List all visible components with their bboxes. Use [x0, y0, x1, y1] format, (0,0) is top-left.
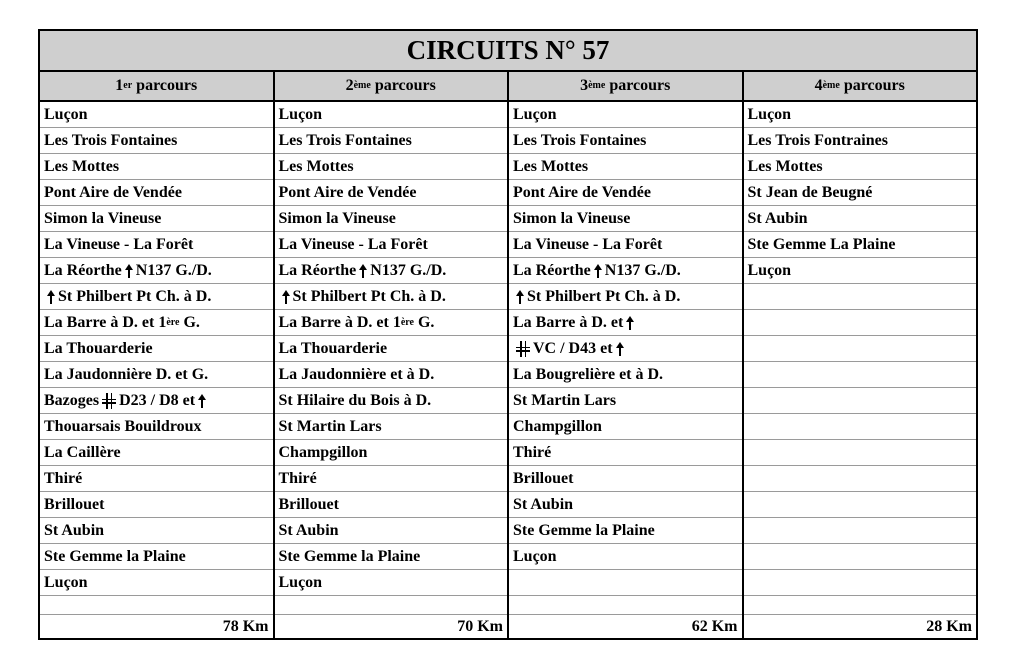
- list-item: [509, 180, 742, 206]
- stop-text: Les Trois Fontaines: [278, 131, 412, 149]
- stop-text: La Thouarderie: [44, 339, 153, 357]
- list-item: [40, 388, 273, 414]
- route-label: parcours: [370, 77, 436, 94]
- route-number-suffix: ème: [588, 79, 606, 91]
- stop-text: Pont Aire de Vendée: [44, 183, 182, 201]
- list-item: [509, 128, 742, 154]
- list-item: [744, 362, 977, 388]
- list-item: [509, 336, 742, 362]
- list-item: [509, 232, 742, 258]
- stop-text: G.: [179, 313, 200, 331]
- stop-text: St Aubin: [278, 521, 339, 539]
- crossroads-icon: [102, 393, 116, 409]
- list-item: [275, 232, 508, 258]
- arrow-up-icon: [359, 264, 367, 278]
- stop-text: Luçon: [747, 261, 792, 279]
- list-item: [275, 388, 508, 414]
- route-header: [509, 72, 742, 102]
- list-item: [275, 180, 508, 206]
- route-number: 4: [814, 77, 823, 94]
- stop-text: Pont Aire de Vendée: [278, 183, 417, 201]
- list-item: [40, 180, 273, 206]
- arrow-up-icon: [282, 290, 290, 304]
- stop-text: St Hilaire du Bois à D.: [278, 391, 432, 409]
- columns-container: [40, 72, 976, 638]
- list-item: [40, 102, 273, 128]
- stop-text: La Jaudonnière D. et G.: [44, 365, 209, 383]
- stop-text: Brillouet: [44, 495, 105, 513]
- list-item: [744, 570, 977, 596]
- ordinal-suffix: ère: [166, 317, 180, 328]
- list-item: [275, 570, 508, 596]
- stop-text: Les Mottes: [513, 157, 589, 175]
- route-header: [744, 72, 977, 102]
- list-item: [40, 258, 273, 284]
- stop-text: Luçon: [44, 573, 88, 591]
- stop-text: St Jean de Beugné: [747, 183, 873, 201]
- list-item: [744, 414, 977, 440]
- route-number-suffix: ème: [353, 79, 371, 91]
- stop-text: Simon la Vineuse: [278, 209, 396, 227]
- list-item: [509, 492, 742, 518]
- stop-text: Champgillon: [278, 443, 368, 461]
- arrow-up-icon: [198, 394, 206, 408]
- stop-text: St Martin Lars: [513, 391, 617, 409]
- stop-text: Thiré: [513, 443, 552, 461]
- stop-text: Thiré: [44, 469, 83, 487]
- arrow-up-icon: [516, 290, 524, 304]
- stop-text: St Martin Lars: [278, 417, 382, 435]
- stop-text: Luçon: [513, 105, 557, 123]
- stop-text: St Philbert Pt Ch. à D.: [58, 287, 212, 305]
- list-item: [40, 362, 273, 388]
- list-item: [509, 362, 742, 388]
- list-item: [40, 336, 273, 362]
- stop-text: La Caillère: [44, 443, 121, 461]
- stop-text: Thiré: [278, 469, 317, 487]
- stop-list: [744, 102, 977, 596]
- page-title: CIRCUITS N° 57: [40, 31, 976, 72]
- stop-text: Ste Gemme la Plaine: [278, 547, 421, 565]
- stop-text: La Bougrelière et à D.: [513, 365, 664, 383]
- list-item: [744, 154, 977, 180]
- stop-text: La Barre à D. et 1: [278, 313, 401, 331]
- stop-text: Les Trois Fontraines: [747, 131, 888, 149]
- list-item: [509, 388, 742, 414]
- list-item: [40, 492, 273, 518]
- list-item: [275, 258, 508, 284]
- list-item: [744, 128, 977, 154]
- list-item: [40, 466, 273, 492]
- list-item: [275, 492, 508, 518]
- list-item: [509, 466, 742, 492]
- route-number: 2: [345, 77, 354, 94]
- list-item: [275, 310, 508, 336]
- route-number: 1: [115, 77, 124, 94]
- list-item: [744, 284, 977, 310]
- route-distance: 70 Km: [275, 614, 508, 638]
- route-distance: 28 Km: [744, 614, 977, 638]
- list-item: [275, 414, 508, 440]
- stop-text: D23 / D8 et: [119, 391, 196, 409]
- list-item: [509, 518, 742, 544]
- stop-text: St Aubin: [513, 495, 574, 513]
- stop-text: Luçon: [278, 573, 323, 591]
- list-item: [40, 518, 273, 544]
- route-column: [275, 72, 510, 638]
- list-item: [744, 180, 977, 206]
- list-item: [275, 336, 508, 362]
- stop-text: La Barre à D. et 1: [44, 313, 167, 331]
- stop-text: Luçon: [747, 105, 792, 123]
- list-item: [509, 154, 742, 180]
- list-item: [40, 570, 273, 596]
- arrow-up-icon: [125, 264, 133, 278]
- list-item: [40, 128, 273, 154]
- route-column: [744, 72, 977, 638]
- list-item: [509, 414, 742, 440]
- list-item: [744, 440, 977, 466]
- list-item: [744, 492, 977, 518]
- list-item: [744, 310, 977, 336]
- stop-text: Champgillon: [513, 417, 602, 435]
- list-item: [275, 466, 508, 492]
- list-item: [744, 336, 977, 362]
- stop-text: Les Mottes: [278, 157, 354, 175]
- list-item: [744, 258, 977, 284]
- stop-text: St Philbert Pt Ch. à D.: [292, 287, 446, 305]
- stop-text: Luçon: [44, 105, 88, 123]
- arrow-up-icon: [616, 342, 624, 356]
- list-item: [40, 206, 273, 232]
- route-column: [40, 72, 275, 638]
- stop-text: Ste Gemme la Plaine: [44, 547, 186, 565]
- route-header: [40, 72, 273, 102]
- stop-text: Thouarsais Bouildroux: [44, 417, 202, 435]
- stop-text: Luçon: [278, 105, 323, 123]
- list-item: [275, 128, 508, 154]
- stop-text: Ste Gemme La Plaine: [747, 235, 896, 253]
- crossroads-icon: [516, 341, 530, 357]
- list-item: [40, 440, 273, 466]
- circuit-board: [38, 29, 978, 640]
- list-item: [744, 544, 977, 570]
- list-item: [40, 544, 273, 570]
- arrow-up-icon: [626, 316, 634, 330]
- stop-text: Bazoges: [44, 391, 100, 409]
- stop-text: Simon la Vineuse: [44, 209, 162, 227]
- list-item: [275, 362, 508, 388]
- stop-text: Les Mottes: [747, 157, 823, 175]
- list-item: [744, 388, 977, 414]
- arrow-up-icon: [47, 290, 55, 304]
- route-distance: 62 Km: [509, 614, 742, 638]
- stop-text: La Jaudonnière et à D.: [278, 365, 435, 383]
- arrow-up-icon: [594, 264, 602, 278]
- stop-text: Ste Gemme la Plaine: [513, 521, 655, 539]
- list-item: [40, 232, 273, 258]
- list-item: [275, 544, 508, 570]
- stop-list: [40, 102, 273, 596]
- stop-text: N137 G./D.: [604, 261, 681, 279]
- route-number-suffix: ème: [822, 79, 840, 91]
- stop-list: [509, 102, 742, 596]
- stop-text: St Philbert Pt Ch. à D.: [527, 287, 681, 305]
- stop-text: St Aubin: [747, 209, 808, 227]
- list-item: [40, 310, 273, 336]
- stop-text: St Aubin: [44, 521, 105, 539]
- stop-text: Brillouet: [278, 495, 339, 513]
- stop-text: La Vineuse - La Forêt: [44, 235, 194, 253]
- list-item: [275, 284, 508, 310]
- list-item: [509, 102, 742, 128]
- list-item: [509, 284, 742, 310]
- stop-text: G.: [413, 313, 435, 331]
- stop-text: La Vineuse - La Forêt: [513, 235, 663, 253]
- stop-text: Brillouet: [513, 469, 574, 487]
- stop-list: [275, 102, 508, 596]
- route-label: parcours: [132, 77, 198, 94]
- list-item: [40, 154, 273, 180]
- stop-text: Simon la Vineuse: [513, 209, 631, 227]
- stop-text: N137 G./D.: [370, 261, 447, 279]
- stop-text: La Réorthe: [44, 261, 122, 279]
- list-item: [509, 258, 742, 284]
- list-item: [275, 206, 508, 232]
- route-number: 3: [580, 77, 589, 94]
- list-item: [744, 466, 977, 492]
- route-label: parcours: [605, 77, 671, 94]
- list-item: [275, 518, 508, 544]
- list-item: [509, 440, 742, 466]
- route-distance: 78 Km: [40, 614, 273, 638]
- route-label: parcours: [839, 77, 905, 94]
- list-item: [744, 518, 977, 544]
- list-item: [275, 440, 508, 466]
- list-item: [509, 544, 742, 570]
- list-item: [744, 232, 977, 258]
- stop-text: La Vineuse - La Forêt: [278, 235, 428, 253]
- stop-text: La Thouarderie: [278, 339, 388, 357]
- list-item: [509, 310, 742, 336]
- stop-text: Luçon: [513, 547, 557, 565]
- stop-text: Pont Aire de Vendée: [513, 183, 651, 201]
- stop-text: La Réorthe: [513, 261, 591, 279]
- stop-text: Les Trois Fontaines: [513, 131, 647, 149]
- route-number-suffix: er: [123, 79, 133, 91]
- ordinal-suffix: ère: [400, 317, 414, 328]
- stop-text: N137 G./D.: [135, 261, 212, 279]
- list-item: [509, 206, 742, 232]
- route-header: [275, 72, 508, 102]
- list-item: [275, 102, 508, 128]
- route-column: [509, 72, 744, 638]
- list-item: [509, 570, 742, 596]
- list-item: [40, 414, 273, 440]
- stop-text: La Réorthe: [278, 261, 357, 279]
- list-item: [40, 284, 273, 310]
- stop-text: Les Trois Fontaines: [44, 131, 178, 149]
- list-item: [275, 154, 508, 180]
- stop-text: La Barre à D. et: [513, 313, 624, 331]
- stop-text: Les Mottes: [44, 157, 120, 175]
- stop-text: VC / D43 et: [533, 339, 613, 357]
- list-item: [744, 102, 977, 128]
- list-item: [744, 206, 977, 232]
